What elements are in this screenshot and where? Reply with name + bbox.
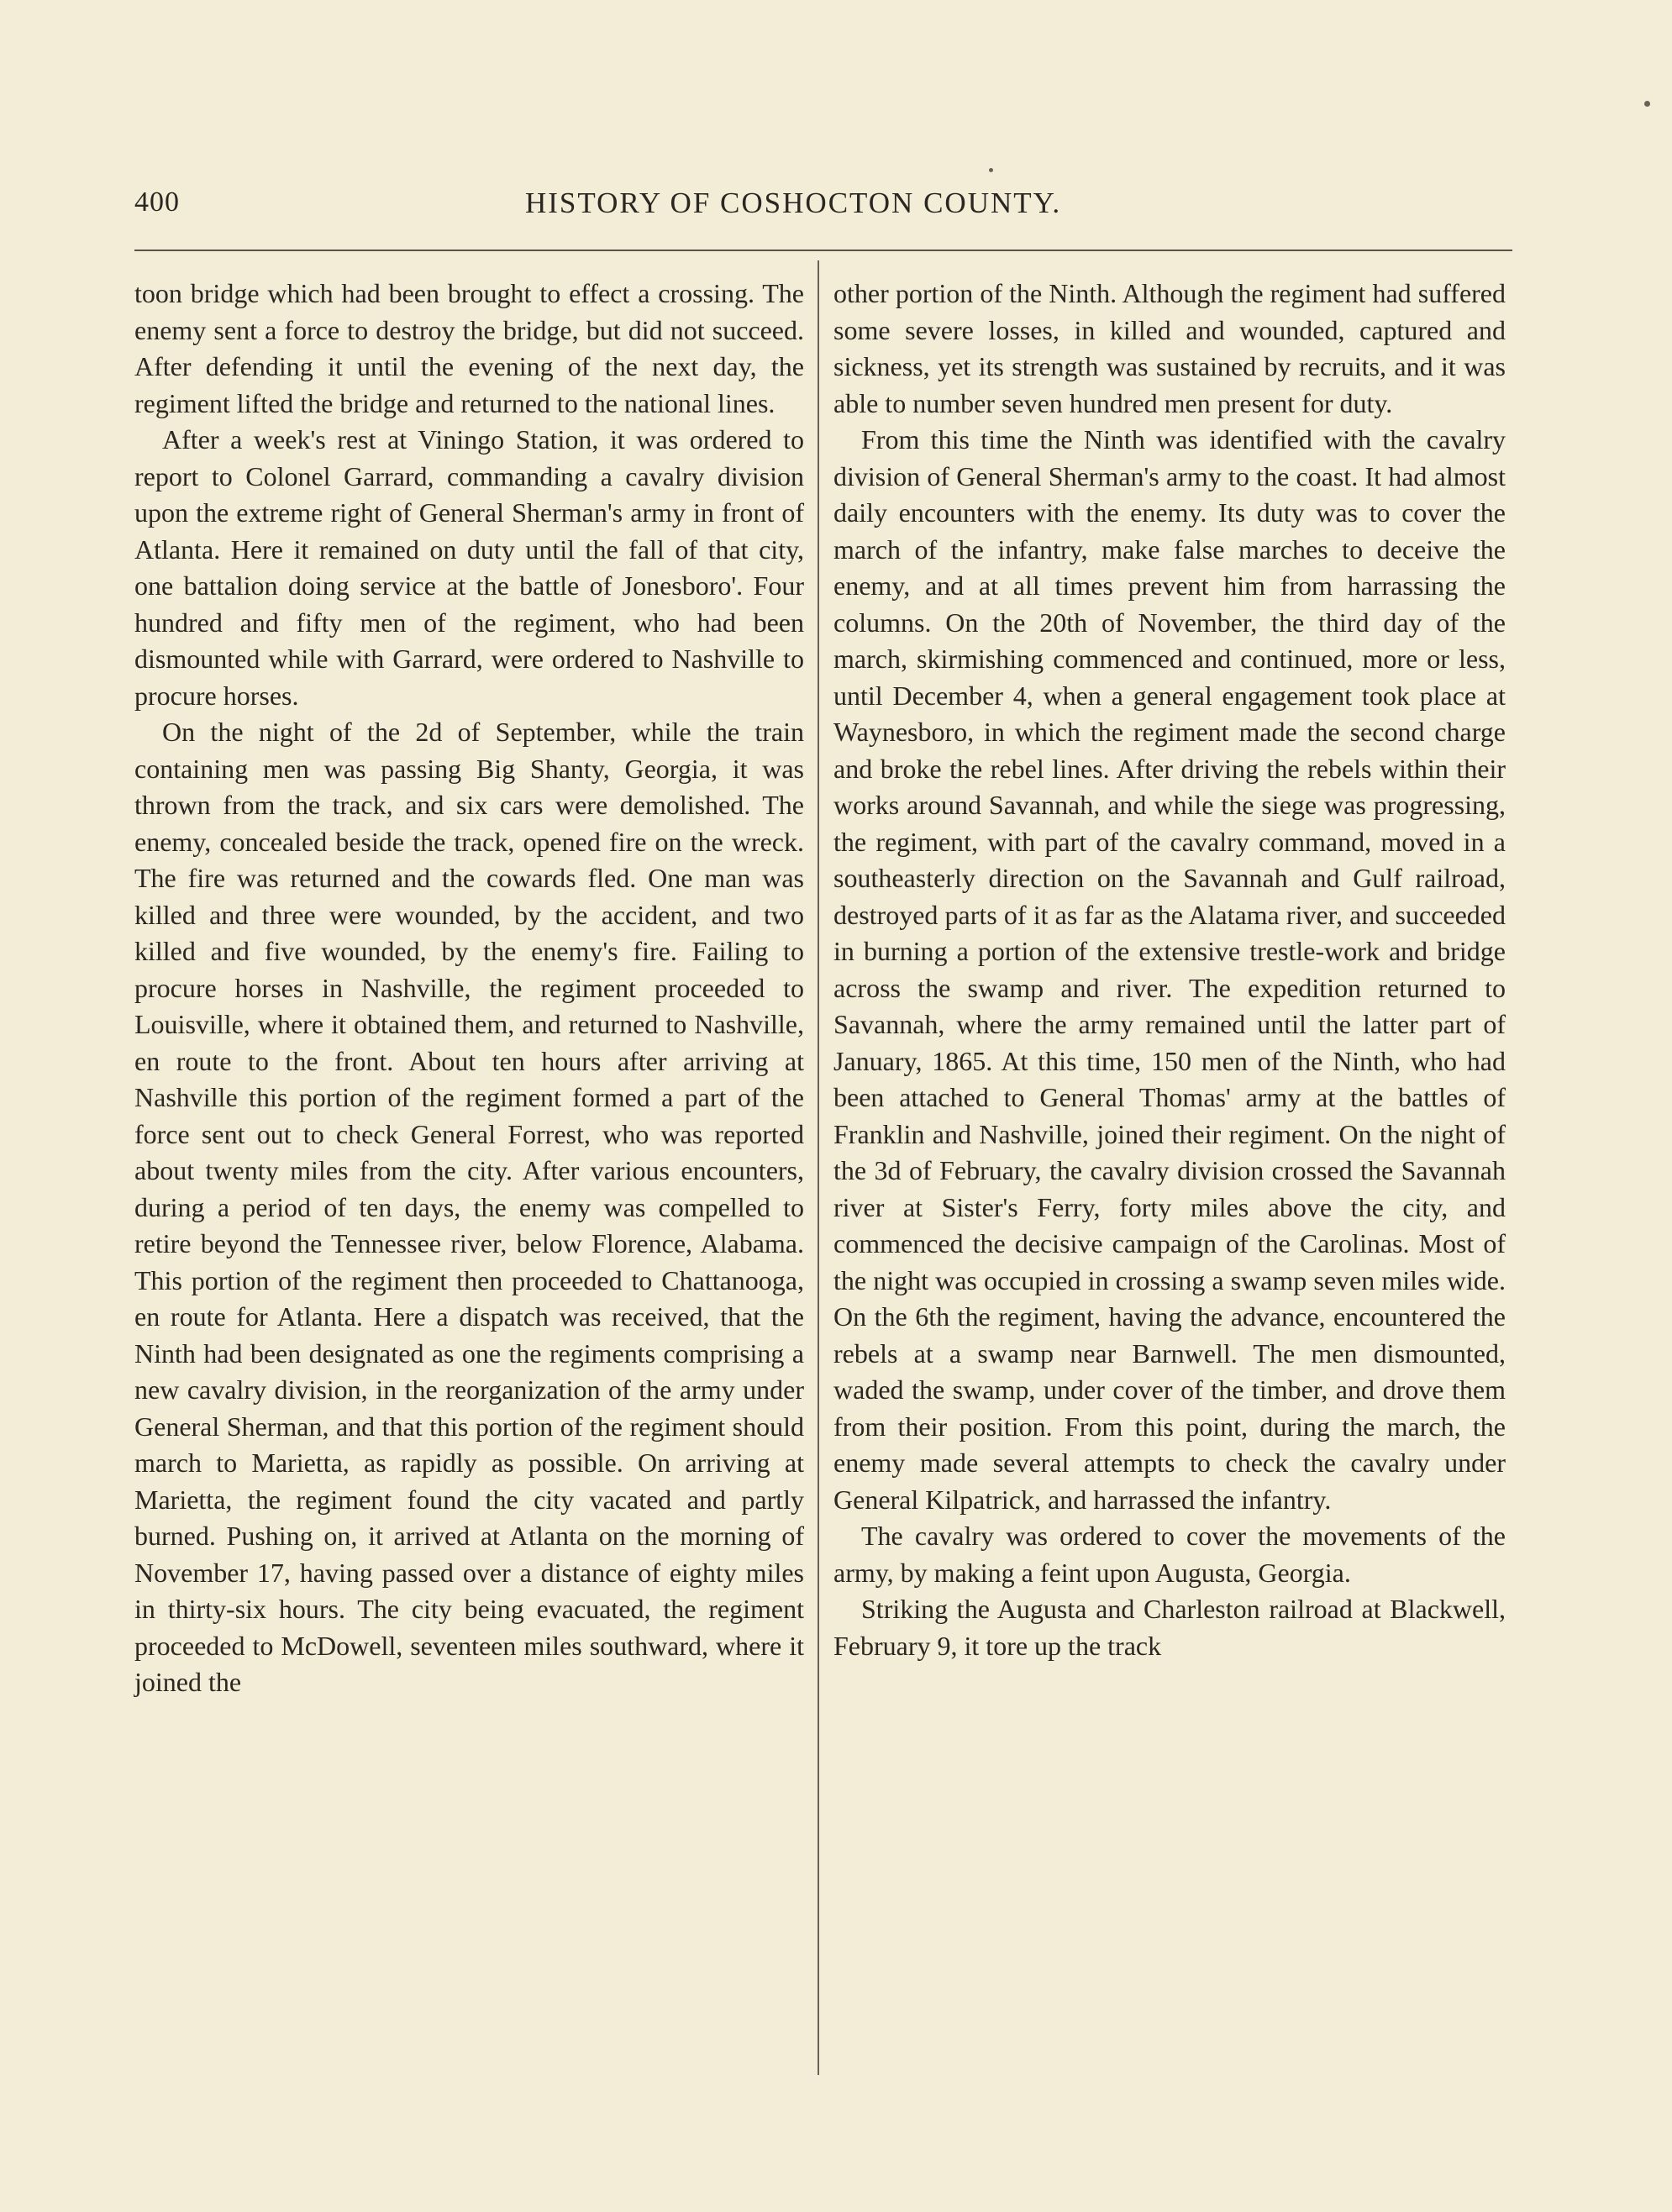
header-rule: [134, 250, 1512, 251]
running-head: [134, 187, 1512, 237]
paragraph: After a week's rest at Viningo Station, it was ordered to report to Colonel Garrard, commanding a cavalry division upon the extreme right of General Sherman's army in front of Atlanta. Here it remained on duty until the fall of that city, one battalion doing service at the battle of Jonesboro'. Four hundred and fifty men of the regiment, who had been dismounted while with Garrard, were ordered to Nashville to procure horses.: [134, 424, 804, 711]
paragraph: toon bridge which had been brought to effect a crossing. The enemy sent a force to destroy the bridge, but did not succeed. After defending it until the evening of the next day, the regiment lifted the bridge and returned to the national lines.: [134, 278, 804, 418]
paragraph: From this time the Ninth was identified with the cavalry division of General Sherman's army to the coast. It had almost daily encounters with the enemy. Its duty was to cover the march of the infantry, make false marches to deceive the enemy, and at all times prevent him from harrassing the columns. On the 20th of November, the third day of the march, skirmishing commenced and continued, more or less, until December 4, when a general engagement took place at Waynesboro, in which the regiment made the second charge and broke the rebel lines. After driving the rebels within their works around Savannah, and while the siege was progressing, the regiment, with part of the cavalry command, moved in a southeasterly direction on the Savannah and Gulf railroad, destroyed parts of it as far as the Alatama river, and succeeded in burning a portion of the extensive trestle-work and bridge across the swamp and river. The expedition returned to Savannah, where the army remained until the latter part of January, 1865. At this time, 150 men of the Ninth, who had been attached to General Thomas' army at the battles of Franklin and Nashville, joined their regiment. On the night of the 3d of February, the cavalry division crossed the Savannah river at Sister's Ferry, forty miles above the city, and commenced the decisive campaign of the Carolinas. Most of the night was occupied in crossing a swamp seven miles wide. On the 6th the regiment, having the advance, encountered the rebels at a swamp near Barnwell. The men dismounted, waded the swamp, under cover of the timber, and drove them from their position. From this point, during the march, the enemy made several attempts to check the cavalry under General Kilpatrick, and harrassed the infantry.: [833, 424, 1506, 1515]
running-title: HISTORY OF COSHOCTON COUNTY.: [525, 187, 1062, 219]
column-divider: [818, 260, 819, 2075]
paper-speck: [989, 168, 993, 172]
paper-speck: [1644, 101, 1650, 107]
paragraph: The cavalry was ordered to cover the movements of the army, by making a feint upon Augusta, Georgia.: [833, 1521, 1506, 1588]
paragraph: On the night of the 2d of September, while the train containing men was passing Big Shanty, Georgia, it was thrown from the track, and six cars were demolished. The enemy, concealed beside the track, opened fire on the wreck. The fire was returned and the cowards fled. One man was killed and three were wounded, by the accident, and two killed and five wounded, by the enemy's fire. Failing to procure horses in Nashville, the regiment proceeded to Louisville, where it obtained them, and returned to Nashville, en route to the front. About ten hours after arriving at Nashville this portion of the regiment formed a part of the force sent out to check General Forrest, who was reported about twenty miles from the city. After various encounters, during a period of ten days, the enemy was compelled to retire beyond the Tennessee river, below Florence, Alabama. This portion of the regiment then proceeded to Chattanooga, en route for Atlanta. Here a dispatch was received, that the Ninth had been designated as one the regiments comprising a new cavalry division, in the reorganization of the army under General Sherman, and that this portion of the regiment should march to Marietta, as rapidly as possible. On arriving at Marietta, the regiment found the city vacated and partly burned. Pushing on, it arrived at Atlanta on the morning of November 17, having passed over a distance of eighty miles in thirty-six hours. The city being evacuated, the regiment proceeded to McDowell, seventeen miles southward, where it joined the: [134, 717, 804, 1697]
right-column: [833, 276, 1506, 1664]
paragraph: Striking the Augusta and Charleston railroad at Blackwell, February 9, it tore up the track: [833, 1594, 1506, 1661]
left-column: [134, 276, 804, 1701]
page-number: 400: [134, 187, 180, 218]
paragraph: other portion of the Ninth. Although the regiment had suffered some severe losses, in killed and wounded, captured and sickness, yet its strength was sustained by recruits, and it was able to number seven hundred men present for duty.: [833, 278, 1506, 418]
